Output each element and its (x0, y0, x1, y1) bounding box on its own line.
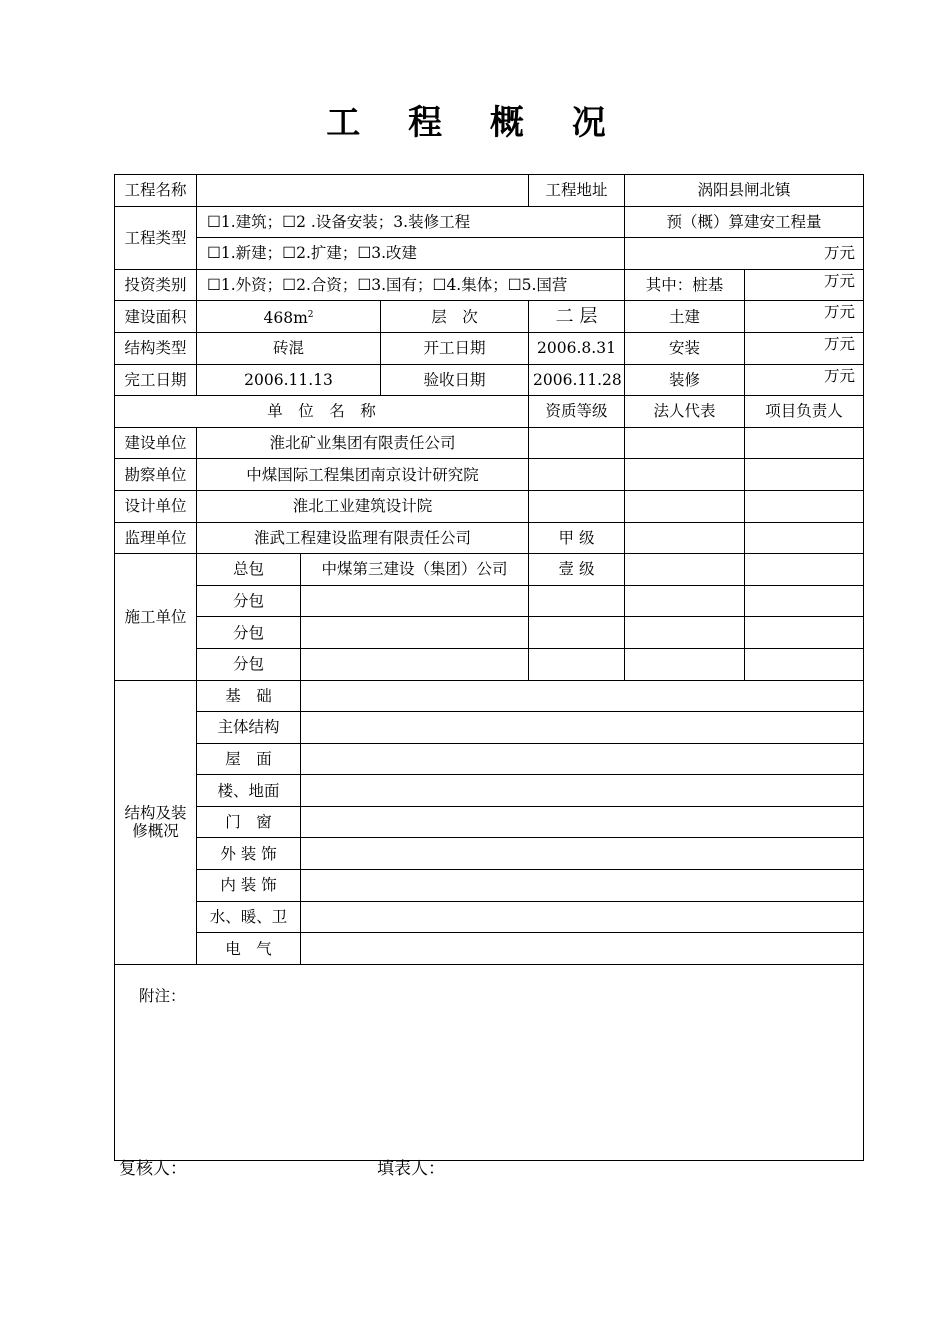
unit-name-header: 单 位 名 称 (115, 396, 529, 428)
structure-item-label: 水、暖、卫 (197, 901, 301, 933)
row-project-type-2 (115, 238, 864, 270)
budget-label: 预（概）算建安工程量 (625, 206, 864, 238)
construction-qualification (529, 617, 625, 649)
row-investment (115, 269, 864, 301)
structure-item-label: 电 气 (197, 933, 301, 965)
row-structure-item (115, 806, 864, 838)
unit-qualification (529, 459, 625, 491)
area-label: 建设面积 (115, 301, 197, 333)
project-name-value[interactable] (197, 175, 529, 207)
civil-unit: 万元 (745, 301, 864, 333)
floors-value: 二 层 (529, 301, 625, 333)
project-lead-header: 项目负责人 (745, 396, 864, 428)
unit-qualification (529, 427, 625, 459)
area-value: $468m^2$ (197, 301, 381, 333)
unit-label: 建设单位 (115, 427, 197, 459)
structure-item-value[interactable] (301, 680, 864, 712)
unit-project-lead (745, 490, 864, 522)
install-unit: 万元 (745, 332, 864, 364)
pile-foundation-label: 其中：桩基 (625, 269, 745, 301)
structure-item-value[interactable] (301, 775, 864, 807)
construction-qualification (529, 648, 625, 680)
project-overview-table (114, 174, 864, 1161)
notes-area[interactable] (115, 964, 864, 1160)
structure-item-label: 楼、地面 (197, 775, 301, 807)
civil-label: 土建 (625, 301, 745, 333)
start-date-value: 2006.8.31 (529, 332, 625, 364)
budget-total-unit: 万元 (625, 238, 864, 270)
row-structure-item (115, 933, 864, 965)
qualification-header: 资质等级 (529, 396, 625, 428)
decoration-label: 装修 (625, 364, 745, 396)
investment-label: 投资类别 (115, 269, 197, 301)
row-structure-item (115, 712, 864, 744)
unit-project-lead (745, 522, 864, 554)
row-construction-sub (115, 648, 864, 680)
floors-label: 层 次 (381, 301, 529, 333)
unit-name: 淮北工业建筑设计院 (197, 490, 529, 522)
row-unit-design (115, 490, 864, 522)
notes-label: 附注： (139, 986, 186, 1005)
unit-project-lead (745, 427, 864, 459)
structure-item-value[interactable] (301, 901, 864, 933)
unit-label: 设计单位 (115, 490, 197, 522)
page-title: 工 程 概 况 (326, 103, 624, 143)
unit-qualification: 甲 级 (529, 522, 625, 554)
install-label: 安装 (625, 332, 745, 364)
unit-label: 勘察单位 (115, 459, 197, 491)
row-project-name (115, 175, 864, 207)
row-structure-item (115, 680, 864, 712)
project-name-label: 工程名称 (115, 175, 197, 207)
unit-name: 淮北矿业集团有限责任公司 (197, 427, 529, 459)
unit-name: 淮武工程建设监理有限责任公司 (197, 522, 529, 554)
construction-qualification: 壹 级 (529, 554, 625, 586)
construction-role: 分包 (197, 585, 301, 617)
unit-label: 监理单位 (115, 522, 197, 554)
row-construction-sub (115, 617, 864, 649)
unit-project-lead (745, 459, 864, 491)
construction-name (301, 648, 529, 680)
start-date-label: 开工日期 (381, 332, 529, 364)
structure-item-value[interactable] (301, 933, 864, 965)
structure-item-value[interactable] (301, 806, 864, 838)
row-unit-survey (115, 459, 864, 491)
construction-project-lead (745, 617, 864, 649)
row-structure-item (115, 901, 864, 933)
decoration-unit: 万元 (745, 364, 864, 396)
row-completion (115, 364, 864, 396)
structure-item-label: 内 装 饰 (197, 870, 301, 902)
construction-name: 中煤第三建设（集团）公司 (301, 554, 529, 586)
row-construction-sub (115, 585, 864, 617)
construction-qualification (529, 585, 625, 617)
acceptance-date-label: 验收日期 (381, 364, 529, 396)
structure-type-label: 结构类型 (115, 332, 197, 364)
construction-project-lead (745, 554, 864, 586)
construction-role: 分包 (197, 617, 301, 649)
completion-date-value: 2006.11.13 (197, 364, 381, 396)
structure-type-value: 砖混 (197, 332, 381, 364)
completion-date-label: 完工日期 (115, 364, 197, 396)
construction-project-lead (745, 585, 864, 617)
row-notes (115, 964, 864, 1160)
row-construction-general (115, 554, 864, 586)
reviewer-label: 复核人： (119, 1159, 187, 1179)
construction-role: 总包 (197, 554, 301, 586)
structure-item-label: 主体结构 (197, 712, 301, 744)
structure-item-label: 基 础 (197, 680, 301, 712)
project-type-options-2[interactable]: ☐1.新建；☐2.扩建；☐3.改建 (197, 238, 625, 270)
project-address-label: 工程地址 (529, 175, 625, 207)
legal-rep-header: 法人代表 (625, 396, 745, 428)
construction-name (301, 617, 529, 649)
unit-qualification (529, 490, 625, 522)
unit-name: 中煤国际工程集团南京设计研究院 (197, 459, 529, 491)
pile-foundation-unit: 万元 (745, 269, 864, 301)
structure-item-value[interactable] (301, 712, 864, 744)
construction-role: 分包 (197, 648, 301, 680)
construction-name (301, 585, 529, 617)
row-structure-item (115, 870, 864, 902)
row-area (115, 301, 864, 333)
construction-unit-label: 施工单位 (115, 554, 197, 680)
row-structure-type (115, 332, 864, 364)
unit-legal-rep (625, 522, 745, 554)
construction-legal-rep (625, 648, 745, 680)
investment-options[interactable]: ☐1.外资；☐2.合资；☐3.国有；☐4.集体；☐5.国营 (197, 269, 625, 301)
row-structure-item (115, 775, 864, 807)
row-project-type-1 (115, 206, 864, 238)
unit-legal-rep (625, 427, 745, 459)
filler-label: 填表人： (377, 1159, 445, 1179)
construction-legal-rep (625, 585, 745, 617)
project-type-options-1[interactable]: ☐1.建筑；☐2 .设备安装；3.装修工程 (197, 206, 625, 238)
unit-legal-rep (625, 490, 745, 522)
structure-item-value[interactable] (301, 838, 864, 870)
acceptance-date-value: 2006.11.28 (529, 364, 625, 396)
unit-legal-rep (625, 459, 745, 491)
construction-project-lead (745, 648, 864, 680)
structure-section-label: 结构及装修概况 (115, 680, 197, 964)
structure-item-label: 屋 面 (197, 743, 301, 775)
structure-item-label: 门 窗 (197, 806, 301, 838)
row-units-header (115, 396, 864, 428)
construction-legal-rep (625, 617, 745, 649)
structure-item-value[interactable] (301, 870, 864, 902)
project-type-label: 工程类型 (115, 206, 197, 269)
row-unit-supervision (115, 522, 864, 554)
project-address-value[interactable]: 涡阳县闸北镇 (625, 175, 864, 207)
row-structure-item (115, 743, 864, 775)
structure-item-label: 外 装 饰 (197, 838, 301, 870)
construction-legal-rep (625, 554, 745, 586)
row-unit-construction-owner (115, 427, 864, 459)
structure-item-value[interactable] (301, 743, 864, 775)
row-structure-item (115, 838, 864, 870)
